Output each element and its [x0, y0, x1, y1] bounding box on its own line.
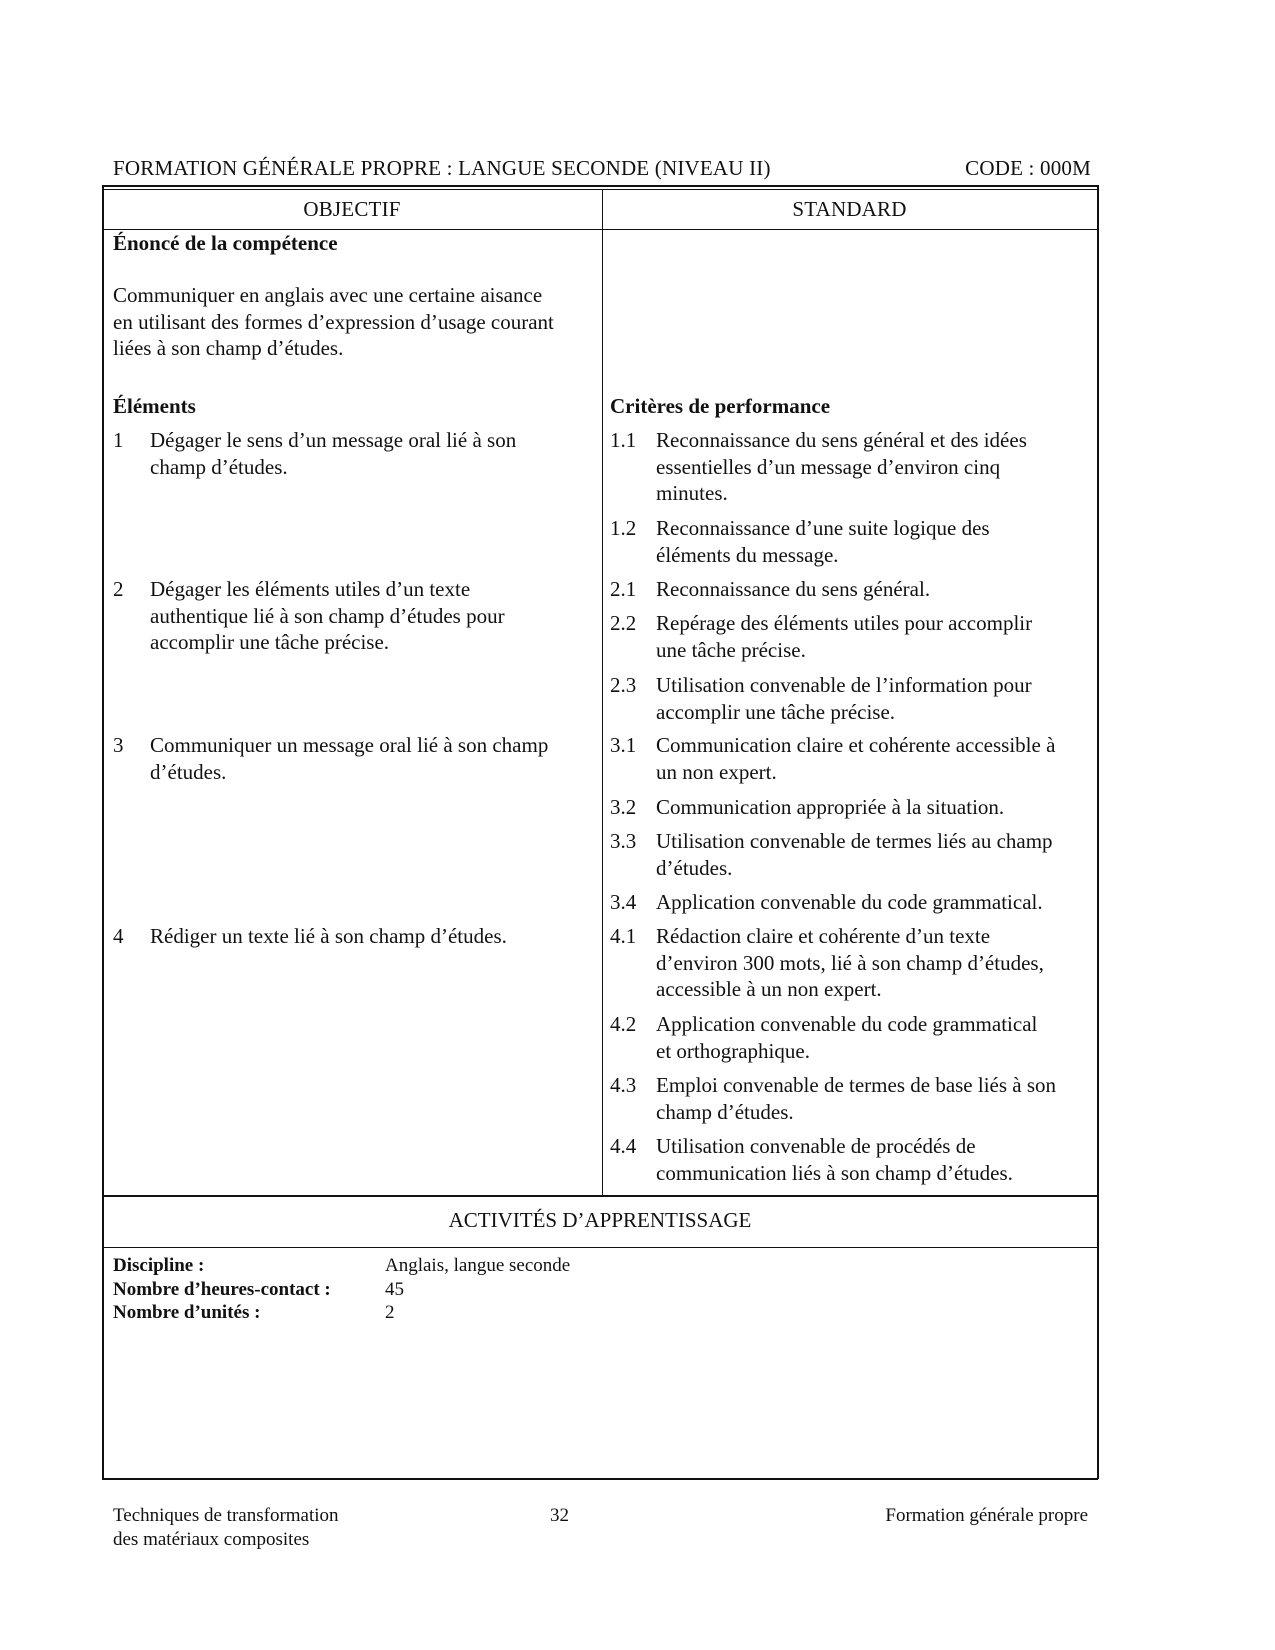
- critere-number: 4.4: [610, 1134, 637, 1158]
- critere-number: 1.2: [610, 516, 637, 540]
- critere-text-line: Reconnaissance d’une suite logique des: [656, 516, 990, 540]
- element-text-line: authentique lié à son champ d’études pour: [150, 603, 505, 628]
- table-right-border: [1097, 185, 1099, 1479]
- critere-number: 3.4: [610, 890, 637, 914]
- footer-page-number: 32: [550, 1505, 569, 1526]
- critere-text-line: champ d’études.: [656, 1099, 794, 1124]
- critere-text-line: Utilisation convenable de l’information pour: [656, 673, 1032, 697]
- critere-text-line: minutes.: [656, 481, 728, 505]
- critere-text-line: une tâche précise.: [656, 637, 806, 662]
- enonce-line: liées à son champ d’études.: [113, 336, 344, 360]
- critere-text-line: essentielles d’un message d’environ cinq: [656, 454, 1001, 479]
- element-text-line: Communiquer un message oral lié à son champ: [150, 733, 549, 757]
- critere-text-line: Application convenable du code grammatical.: [656, 890, 1043, 914]
- activity-value: Anglais, langue seconde: [385, 1255, 571, 1276]
- activities-header-divider: [102, 1247, 1098, 1248]
- activity-label: Nombre d’unités :: [113, 1302, 261, 1323]
- critere-text-line: accomplir une tâche précise.: [656, 699, 896, 724]
- critere-text-line: Utilisation convenable de procédés de: [656, 1134, 976, 1158]
- activity-label: Discipline :: [113, 1255, 205, 1276]
- table-top-border-inner: [102, 189, 1098, 190]
- critere-text-line: Reconnaissance du sens général et des idées: [656, 428, 1027, 452]
- element-number: 4: [113, 924, 124, 948]
- element-number: 1: [113, 428, 124, 452]
- critere-text-line: éléments du message.: [656, 542, 839, 567]
- critere-number: 3.2: [610, 795, 637, 819]
- document-title: FORMATION GÉNÉRALE PROPRE : LANGUE SECONDE (NIVEAU II): [113, 156, 771, 180]
- critere-text-line: Application convenable du code grammatical: [656, 1012, 1038, 1036]
- element-text-line: Dégager les éléments utiles d’un texte: [150, 577, 471, 601]
- activity-label: Nombre d’heures-contact :: [113, 1279, 331, 1300]
- critere-number: 2.3: [610, 673, 637, 697]
- critere-number: 1.1: [610, 428, 637, 452]
- critere-text-line: d’environ 300 mots, lié à son champ d’études,: [656, 950, 1044, 975]
- table-bottom-border: [102, 1478, 1098, 1480]
- critere-text-line: Utilisation convenable de termes liés au champ: [656, 829, 1053, 853]
- activity-value: 45: [385, 1279, 404, 1300]
- activity-value: 2: [385, 1302, 395, 1323]
- critere-number: 2.1: [610, 577, 637, 601]
- critere-text-line: Repérage des éléments utiles pour accomplir: [656, 611, 1033, 635]
- critere-text-line: Communication appropriée à la situation.: [656, 795, 1005, 819]
- elements-heading: Éléments: [113, 394, 196, 418]
- table-left-border: [102, 185, 104, 1479]
- activities-divider: [102, 1195, 1098, 1197]
- critere-number: 3.3: [610, 829, 637, 853]
- table-top-border: [102, 185, 1098, 187]
- element-number: 2: [113, 577, 124, 601]
- footer-left-line-2: des matériaux composites: [113, 1529, 310, 1550]
- criteres-heading: Critères de performance: [610, 394, 831, 418]
- element-number: 3: [113, 733, 124, 757]
- enonce-line: en utilisant des formes d’expression d’usage courant: [113, 310, 554, 334]
- column-header-standard: STANDARD: [792, 197, 907, 221]
- critere-text-line: Communication claire et cohérente accessible à: [656, 733, 1056, 757]
- critere-text-line: communication liés à son champ d’études.: [656, 1160, 1013, 1185]
- critere-text-line: Rédaction claire et cohérente d’un texte: [656, 924, 991, 948]
- critere-text-line: et orthographique.: [656, 1038, 810, 1063]
- critere-number: 3.1: [610, 733, 637, 757]
- critere-text-line: d’études.: [656, 855, 733, 880]
- element-text-line: accomplir une tâche précise.: [150, 630, 390, 654]
- element-text-line: Rédiger un texte lié à son champ d’études.: [150, 924, 507, 948]
- element-text-line: Dégager le sens d’un message oral lié à son: [150, 428, 517, 452]
- critere-text-line: Reconnaissance du sens général.: [656, 577, 931, 601]
- element-text-line: d’études.: [150, 759, 227, 784]
- column-divider: [602, 189, 603, 1195]
- activities-title: ACTIVITÉS D’APPRENTISSAGE: [448, 1208, 752, 1232]
- footer-right: Formation générale propre: [885, 1505, 1088, 1526]
- critere-text-line: Emploi convenable de termes de base liés à son: [656, 1073, 1057, 1097]
- critere-number: 2.2: [610, 611, 637, 635]
- document-code: CODE : 000M: [965, 156, 1091, 180]
- enonce-line: Communiquer en anglais avec une certaine aisance: [113, 283, 543, 307]
- critere-number: 4.2: [610, 1012, 637, 1036]
- critere-number: 4.1: [610, 924, 637, 948]
- footer-left-line-1: Techniques de transformation: [113, 1505, 339, 1526]
- enonce-heading: Énoncé de la compétence: [113, 231, 338, 255]
- element-text-line: champ d’études.: [150, 454, 288, 479]
- column-header-objectif: OBJECTIF: [303, 197, 401, 221]
- critere-number: 4.3: [610, 1073, 637, 1097]
- critere-text-line: un non expert.: [656, 759, 777, 784]
- critere-text-line: accessible à un non expert.: [656, 977, 882, 1001]
